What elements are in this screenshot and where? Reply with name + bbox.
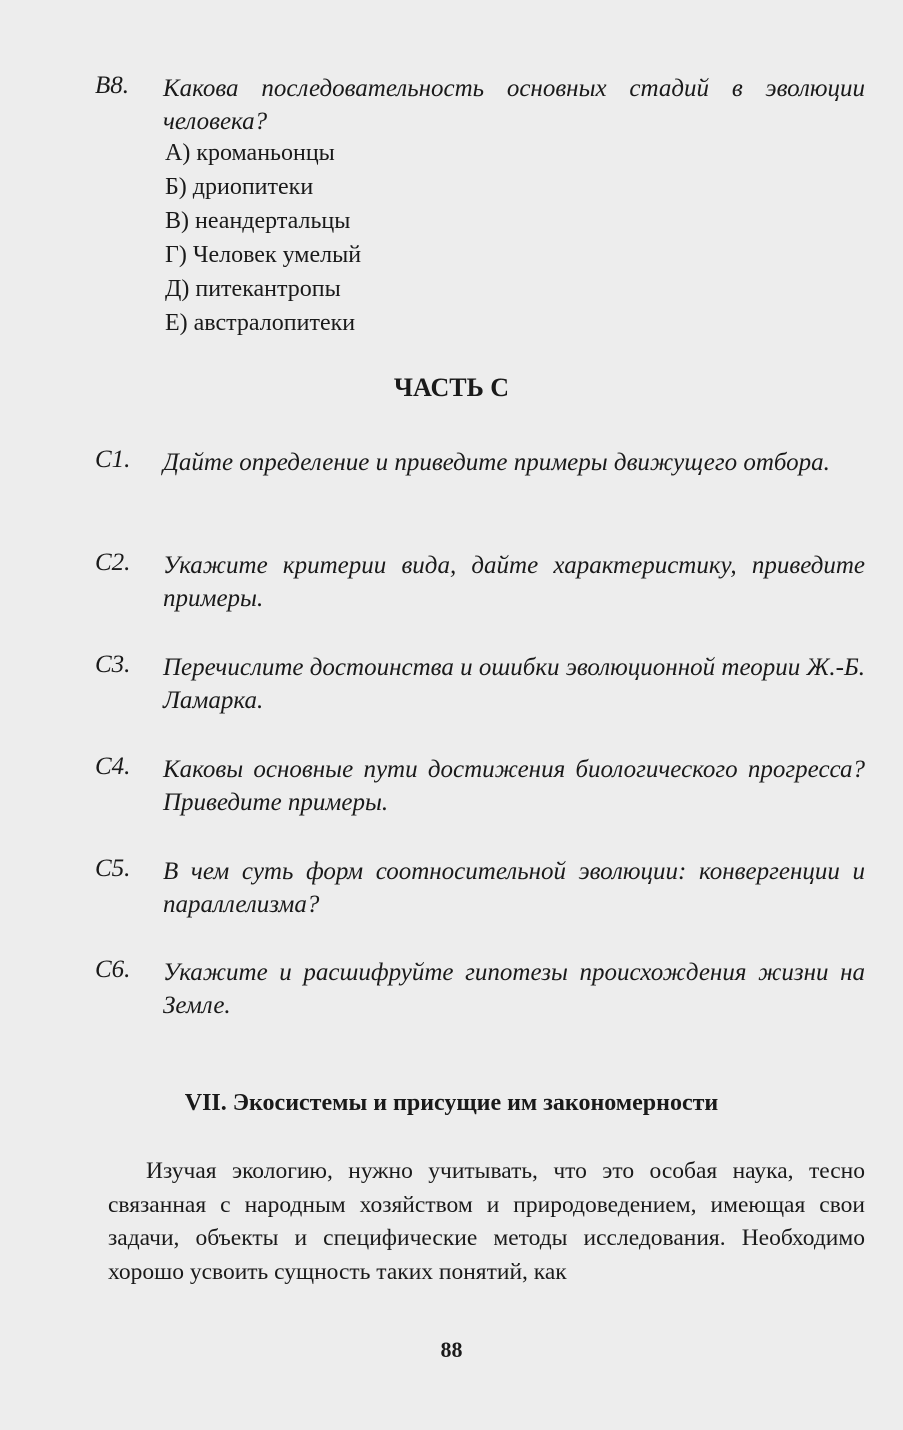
question-text: Укажите критерии вида, дайте характеристику, приведите примеры. (163, 552, 865, 612)
answer-option: Г) Человек умелый (165, 242, 362, 268)
question-text: Перечислите достоинства и ошибки эволюционной теории Ж.-Б. Ламарка. (163, 654, 865, 714)
question-c6 (95, 956, 865, 1022)
answer-option: А) кроманьонцы (165, 140, 335, 166)
answer-options (165, 136, 361, 340)
question-number: C2. (95, 549, 131, 576)
question-number: C3. (95, 651, 131, 678)
question-c4 (95, 753, 865, 819)
question-number: C6. (95, 956, 131, 983)
answer-option: Д) питекантропы (165, 276, 341, 302)
question-number: C1. (95, 446, 131, 473)
question-number: B8. (95, 72, 130, 99)
body-paragraph: Изучая экологию, нужно учитывать, что это особая наука, тесно связанная с народным хозяйством и природоведением, имеющая свои задачи, объекты и специфические методы исследования. Необходимо хорошо усвоить сущность таких понятий, как (108, 1158, 865, 1285)
question-text: Какова последовательность основных стадий в эволюции человека? (163, 75, 865, 135)
question-text: Дайте определение и приведите примеры движущего отбора. (163, 449, 830, 476)
part-title: ЧАСТЬ С (393, 373, 510, 402)
question-c3 (95, 651, 865, 717)
answer-option: В) неандертальцы (165, 208, 351, 234)
question-number: C4. (95, 753, 131, 780)
question-number: C5. (95, 855, 131, 882)
page-number: 88 (440, 1337, 463, 1362)
question-c1 (95, 446, 865, 479)
question-text: Каковы основные пути достижения биологического прогресса? Приведите примеры. (163, 756, 865, 816)
answer-option: Б) дриопитеки (165, 174, 314, 200)
question-text: В чем суть форм соотносительной эволюции: конвергенции и параллелизма? (163, 858, 865, 918)
question-text: Укажите и расшифруйте гипотезы происхождения жизни на Земле. (163, 959, 865, 1019)
question-b8 (95, 72, 865, 138)
section-title: VII. Экосистемы и присущие им закономерности (184, 1090, 719, 1116)
question-c5 (95, 855, 865, 921)
question-c2 (95, 549, 865, 615)
answer-option: Е) австралопитеки (165, 310, 356, 336)
